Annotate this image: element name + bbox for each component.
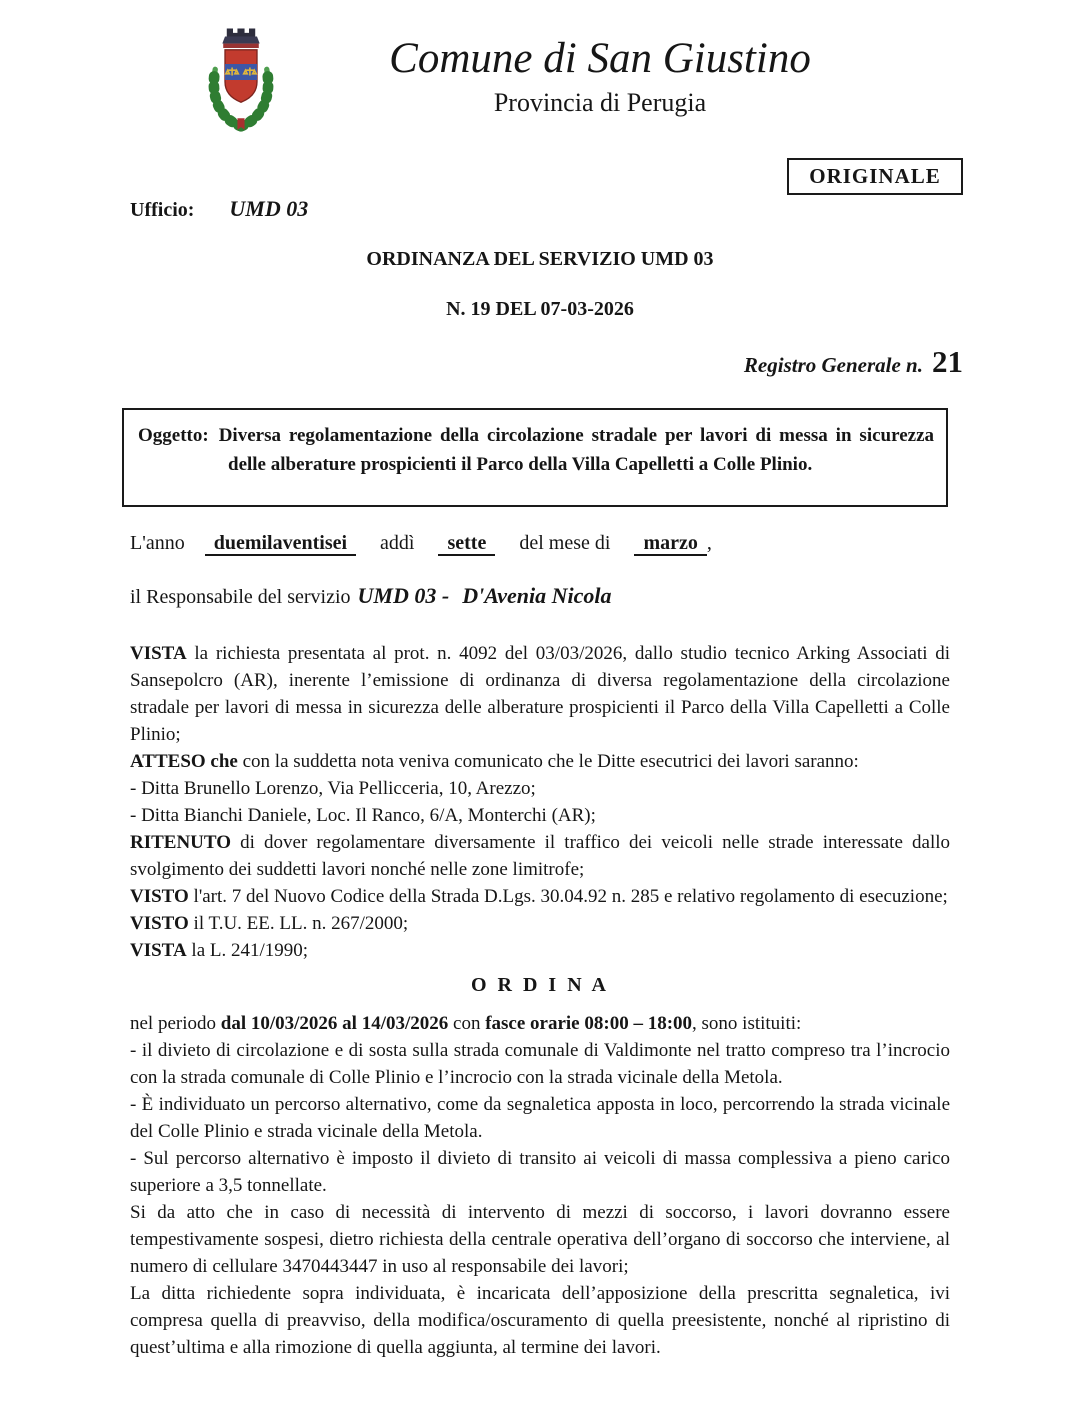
premise-lead: ATTESO che bbox=[130, 751, 238, 772]
province-name: Provincia di Perugia bbox=[493, 88, 707, 118]
subject-text: Diversa regolamentazione della circolazione stradale per lavori di messa in sicurezza delle alberature prospicienti il Parco della Villa Capelletti a Colle Plinio. bbox=[218, 425, 934, 475]
ordinance-title: ORDINANZA DEL SERVIZIO UMD 03 bbox=[366, 248, 714, 270]
registry-number: 21 bbox=[932, 344, 963, 379]
header bbox=[250, 34, 950, 118]
ordina-heading: O R D I N A bbox=[470, 974, 609, 996]
premise-visto-codice-strada: VISTO l'art. 7 del Nuovo Codice della Strada D.Lgs. 30.04.92 n. 285 e relativo regolamento di esecuzione; bbox=[130, 886, 948, 907]
premise-ditta-brunello: - Ditta Brunello Lorenzo, Via Pellicceria, 10, Arezzo; bbox=[130, 778, 536, 799]
responsible-prefix: il Responsabile del servizio bbox=[130, 586, 351, 608]
responsible-line bbox=[130, 582, 950, 611]
date-prefix: L'anno bbox=[130, 532, 185, 554]
office-value: UMD 03 bbox=[229, 196, 309, 221]
date-comma: , bbox=[706, 532, 712, 554]
premise-visto-tuel: VISTO il T.U. EE. LL. n. 267/2000; bbox=[130, 913, 409, 934]
order-note-soccorso: Si da atto che in caso di necessità di intervento di mezzi di soccorso, i lavori dovranno essere tempestivamente sospesi, dietro richiesta della centrale operativa dell’organo di soccorso che interviene, al numero di cellulare 3470443447 in uso al responsabile dei lavori; bbox=[130, 1202, 950, 1277]
date-year: duemilaventisei bbox=[205, 532, 356, 556]
office-line bbox=[130, 196, 308, 222]
responsible-service: UMD 03 - bbox=[357, 583, 450, 608]
premise-lead: VISTO bbox=[130, 886, 189, 907]
order-intro: nel periodo dal 10/03/2026 al 14/03/2026 con fasce orarie 08:00 – 18:00, sono istituiti: bbox=[130, 1013, 802, 1034]
premise-atteso: ATTESO che con la suddetta nota veniva comunicato che le Ditte esecutrici dei lavori saranno: bbox=[130, 751, 859, 772]
premise-ritenuto: RITENUTO di dover regolamentare diversamente il traffico dei veicoli nelle strade interessate dallo svolgimento dei suddetti lavori nonché nelle zone limitrofe; bbox=[130, 832, 950, 880]
premise-lead: VISTO bbox=[130, 913, 189, 934]
ordinance-number: N. 19 DEL 07-03-2026 bbox=[446, 298, 634, 320]
premise-ditta-bianchi: - Ditta Bianchi Daniele, Loc. Il Ranco, 6/A, Monterchi (AR); bbox=[130, 805, 596, 826]
date-month-label: del mese di bbox=[519, 532, 611, 554]
registry-line bbox=[744, 344, 963, 380]
municipality-name: Comune di San Giustino bbox=[389, 35, 811, 82]
premise-vista-legge: VISTA la L. 241/1990; bbox=[130, 940, 309, 961]
date-line bbox=[130, 530, 950, 556]
order-note-segnaletica: La ditta richiedente sopra individuata, è incaricata dell’apposizione della prescritta segnaletica, ivi compresa quella di preavviso, della modifica/oscuramento di quella preesistente, nonché al ripristino di quest’ultima e alla rimozione di quella aggiunta, al termine dei lavori. bbox=[130, 1283, 950, 1358]
order-section bbox=[130, 1010, 950, 1361]
order-item-transito: - Sul percorso alternativo è imposto il divieto di transito ai veicoli di massa complessiva a pieno carico superiore a 3,5 tonnellate. bbox=[130, 1148, 950, 1196]
subject-box bbox=[122, 408, 948, 507]
premises-section bbox=[130, 640, 950, 964]
date-month: marzo bbox=[634, 532, 706, 556]
subject-label: Oggetto: bbox=[138, 425, 209, 446]
document-body bbox=[130, 530, 950, 1361]
subject-paragraph bbox=[138, 421, 934, 479]
date-addi-label: addì bbox=[380, 532, 415, 554]
premise-lead: RITENUTO bbox=[130, 832, 232, 853]
originale-stamp: ORIGINALE bbox=[787, 158, 963, 195]
order-item-divieto: - il divieto di circolazione e di sosta sulla strada comunale di Valdimonte nel tratto compreso tra l’incrocio con la strada comunale di Colle Plinio e l’incrocio con la strada vicinale della Metola. bbox=[130, 1040, 950, 1088]
premise-lead: VISTA bbox=[130, 643, 187, 664]
premise-lead: VISTA bbox=[130, 940, 187, 961]
responsible-name: D'Avenia Nicola bbox=[462, 583, 612, 608]
office-label: Ufficio: bbox=[130, 199, 195, 221]
order-item-percorso: - È individuato un percorso alternativo, come da segnaletica apposta in loco, percorrendo la strada vicinale del Colle Plinio e strada vicinale della Metola. bbox=[130, 1094, 950, 1142]
premise-vista-richiesta: VISTA la richiesta presentata al prot. n. 4092 del 03/03/2026, dallo studio tecnico Arking Associati di Sansepolcro (AR), inerente l’emissione di ordinanza di diversa regolamentazione della circolazione stradale per lavori di messa in sicurezza delle alberature prospicienti il Parco della Villa Capelletti a Colle Plinio; bbox=[130, 643, 950, 745]
date-day: sette bbox=[438, 532, 495, 556]
registry-label: Registro Generale n. bbox=[743, 353, 923, 377]
